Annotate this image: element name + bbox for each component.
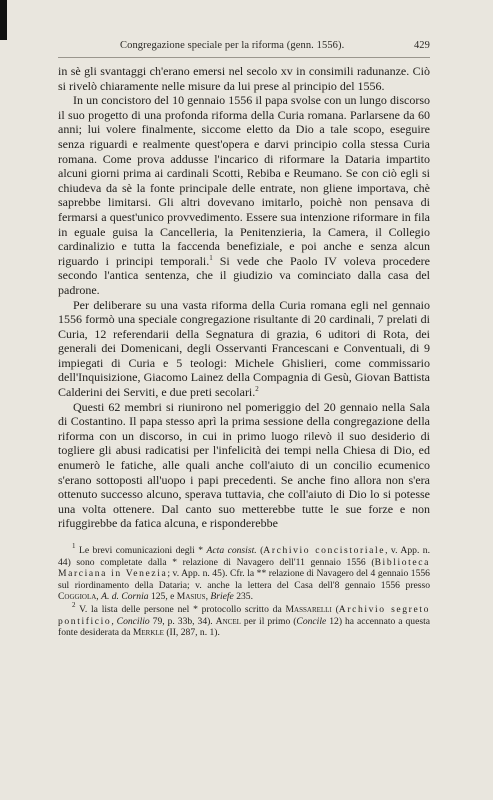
paragraph-consistory [58, 93, 430, 297]
footnote-text: , [205, 591, 211, 603]
footnote-text: (II, 287, n. 1). [163, 627, 220, 639]
paragraph-text: Si vede che Paolo IV voleva procedere secondo l'antica sentenza, che il giudizio va cominciato dalla casa del padrone. [58, 253, 431, 297]
footnote-text: per il primo ( [240, 615, 297, 627]
page-number: 429 [413, 40, 430, 51]
footnote-text: ( [331, 603, 339, 615]
footnote-ref-1: 1 [209, 253, 213, 262]
footnote-text: , v. App. n. 44) sono completate dalla * relazione di Navagero dell'11 gennaio 1556 ( [58, 545, 431, 568]
footnote-mark: 1 [72, 542, 76, 550]
footnote-title: Concile [296, 615, 327, 627]
footnote-title: Concilio [116, 615, 150, 627]
footnote-2 [58, 600, 431, 639]
footnote-title: A. d. Cornia [101, 591, 149, 603]
scan-edge-mark [0, 0, 7, 40]
footnote-mark: 2 [72, 600, 76, 609]
footnote-title: Briefe [210, 591, 234, 603]
footnote-title: Acta consist. [206, 545, 257, 556]
running-title: Congregazione speciale per la riforma (genn. 1556). [120, 40, 345, 51]
footnote-1 [58, 542, 431, 603]
paragraph-text: Per deliberare su una vasta riforma della Curia romana egli nel gennaio 1556 formò una speciale congregazione risultante di 20 cardinali, 7 prelati di Curia, 12 referendarii della Segnatura di grazia, 6 uditori di Rota, dei generali dei Domenicani, degli Osservanti Francescani e Conventuali, di 9 impiegati di Curia e 5 teologi: Michele Ghislieri, come commissario dell'Inquisizione, Giacomo Lainez della Compagnia di Gesù, Giovan Battista Calderini dei Serviti, e due preti secolari. [58, 297, 430, 400]
footnote-archive: Archivio concistoriale [263, 545, 386, 556]
footnote-text: 235. [233, 591, 253, 603]
footnote-author: Merkle [132, 627, 164, 639]
footnote-author: Masius [176, 591, 206, 603]
footnote-text: , [96, 591, 102, 603]
footnote-archive: Archivio segreto pontificio [58, 603, 430, 627]
footnote-text: , [111, 615, 117, 627]
footnote-text: ( [256, 545, 264, 556]
main-text [58, 64, 430, 531]
footnote-text: ; v. App. n. 45). Cfr. la ** relazione di Navagero del 4 gennaio 1556 sul riordinamento della Dataria; v. anche la lettera del Casa dell'8 gennaio 1556 presso [58, 568, 430, 591]
footnote-text: V. la lista delle persone nel * protocollo scritto da [79, 603, 286, 615]
footnote-text: 79, p. 33b, 34). [149, 615, 216, 627]
footnote-text: 12) ha accennato a questa fonte desiderata da [58, 615, 431, 639]
paragraph-congregation [58, 298, 430, 400]
footnote-ref-2: 2 [255, 385, 259, 394]
paragraph-text: In un concistoro del 10 gennaio 1556 il papa svolse con un lungo discorso il suo progetto di una profonda riforma della Curia romana. Parlarsene da 60 anni; lui volere finalmente, siccome eletto da Dio a tale scopo, eseguire senza riguardi e realmente quest'opera e darvi principio colla stessa Curia romana. Come prova addusse l'incarico di riformare la Dataria impartito alcuni giorni prima ai cardinali Scotti, Rebiba e Reumano. Se con ciò egli si chiudeva da sè la fonte principale delle entrate, non gliene importava, chè saprebbe limitarsi. Gli altri dovevano imitarlo, poichè non pensava di fermarsi a quest'unico provvedimento. Essere sua intenzione riformare in fila in eguale guisa la Cancelleria, la Penitenzieria, la Camera, il Collegio cardinalizio e tutta la faccenda benefiziale, e poi anche e senza alcun riguardo i principi temporali. [58, 93, 430, 268]
paragraph-meeting: Questi 62 membri si riunirono nel pomeriggio del 20 gennaio nella Sala di Costantino. Il papa stesso aprì la prima sessione della congregazione della riforma con un discorso, in cui in primo luogo rilevò il suo desiderio di togliere gli abusi radicatisi per l'infelicità dei tempi nella Chiesa di Dio, ed enumerò le fatiche, alle quali anche coll'aiuto di un concilio ecumenico s'erano sottoposti all'uopo i papi precedenti. Se anche fino allora non s'era ottenuto successo alcuno, sperava tuttavia, che coll'aiuto di Dio lo si potesse una volta ottenere. Dal canto suo metterebbe tutte le sue forze e non rifuggirebbe da fatica alcuna, e risponderebbe [58, 399, 430, 531]
footnote-archive: Biblioteca Marciana in Venezia [58, 556, 430, 580]
footnote-text: Le brevi comunicazioni degli * [78, 545, 207, 556]
book-page [58, 40, 430, 640]
footnotes [58, 542, 431, 639]
footnote-author: Massarelli [285, 603, 332, 615]
paragraph-continuation: in sè gli svantaggi ch'erano emersi nel secolo xv in consimili radunanze. Ciò si rivelò chiaramente nelle misure da lui prese al principio del 1556. [58, 64, 430, 93]
footnote-author: Coggiola [58, 591, 97, 603]
footnote-author: Ancel [215, 615, 241, 627]
running-head [58, 40, 430, 58]
footnote-text: 125, e [148, 591, 177, 603]
